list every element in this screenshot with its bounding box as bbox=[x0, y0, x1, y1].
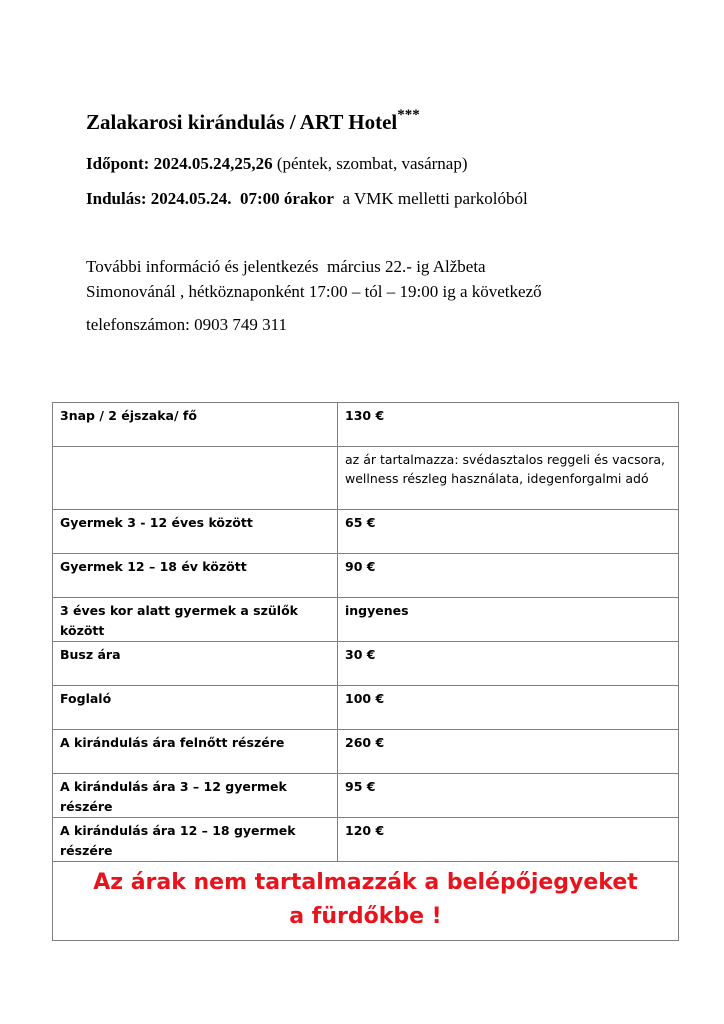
info-line-1: További információ és jelentkezés március 22.- ig Alžbeta bbox=[86, 257, 486, 276]
departure-line bbox=[86, 189, 528, 209]
price-item-value: 100 € bbox=[338, 686, 679, 730]
table-row bbox=[53, 510, 679, 554]
price-item-value: 260 € bbox=[338, 730, 679, 774]
table-row bbox=[53, 447, 679, 510]
table-row bbox=[53, 598, 679, 642]
table-row bbox=[53, 554, 679, 598]
price-item-value: 130 € bbox=[338, 403, 679, 447]
price-item-label: A kirándulás ára 12 – 18 gyermek részére bbox=[53, 818, 338, 862]
price-item-label: Foglaló bbox=[53, 686, 338, 730]
info-line-2: Simonovánál , hétköznaponként 17:00 – tól – 19:00 ig a következő bbox=[86, 282, 542, 301]
date-days: (péntek, szombat, vasárnap) bbox=[276, 154, 468, 173]
price-item-label: 3 éves kor alatt gyermek a szülők között bbox=[53, 598, 338, 642]
price-item-label: 3nap / 2 éjszaka/ fő bbox=[53, 403, 338, 447]
date-value: 2024.05.24,25,26 bbox=[153, 154, 273, 173]
title-text: Zalakarosi kirándulás / ART Hotel bbox=[86, 110, 398, 134]
price-item-label: Busz ára bbox=[53, 642, 338, 686]
price-item-label: A kirándulás ára felnőtt részére bbox=[53, 730, 338, 774]
date-label: Időpont: bbox=[86, 154, 150, 173]
table-row bbox=[53, 818, 679, 862]
price-table-body bbox=[53, 403, 679, 941]
price-item-label: Gyermek 3 - 12 éves között bbox=[53, 510, 338, 554]
price-item-value: 95 € bbox=[338, 774, 679, 818]
table-row bbox=[53, 686, 679, 730]
table-row bbox=[53, 403, 679, 447]
departure-place: a VMK melletti parkolóból bbox=[342, 189, 528, 208]
price-item-label: Gyermek 12 – 18 év között bbox=[53, 554, 338, 598]
hotel-stars: *** bbox=[397, 107, 420, 123]
price-item-value: 90 € bbox=[338, 554, 679, 598]
table-row bbox=[53, 774, 679, 818]
table-row bbox=[53, 730, 679, 774]
page-title bbox=[86, 107, 420, 135]
price-item-label: A kirándulás ára 3 – 12 gyermek részére bbox=[53, 774, 338, 818]
price-item-value: ingyenes bbox=[338, 598, 679, 642]
price-table bbox=[52, 402, 679, 941]
table-row bbox=[53, 642, 679, 686]
notice-row bbox=[53, 862, 679, 941]
price-item-value: 65 € bbox=[338, 510, 679, 554]
departure-label: Indulás: bbox=[86, 189, 147, 208]
price-item-value: 30 € bbox=[338, 642, 679, 686]
info-line-3: telefonszámon: 0903 749 311 bbox=[86, 315, 287, 334]
price-item-label bbox=[53, 447, 338, 510]
departure-value: 2024.05.24. 07:00 órakor bbox=[150, 189, 334, 208]
date-line bbox=[86, 154, 468, 174]
price-item-value: az ár tartalmazza: svédasztalos reggeli és vacsora, wellness részleg használata, idegenforgalmi adó bbox=[338, 447, 679, 510]
notice-text: Az árak nem tartalmazzák a belépőjegyeket a fürdőkbe ! bbox=[53, 862, 679, 941]
price-item-value: 120 € bbox=[338, 818, 679, 862]
